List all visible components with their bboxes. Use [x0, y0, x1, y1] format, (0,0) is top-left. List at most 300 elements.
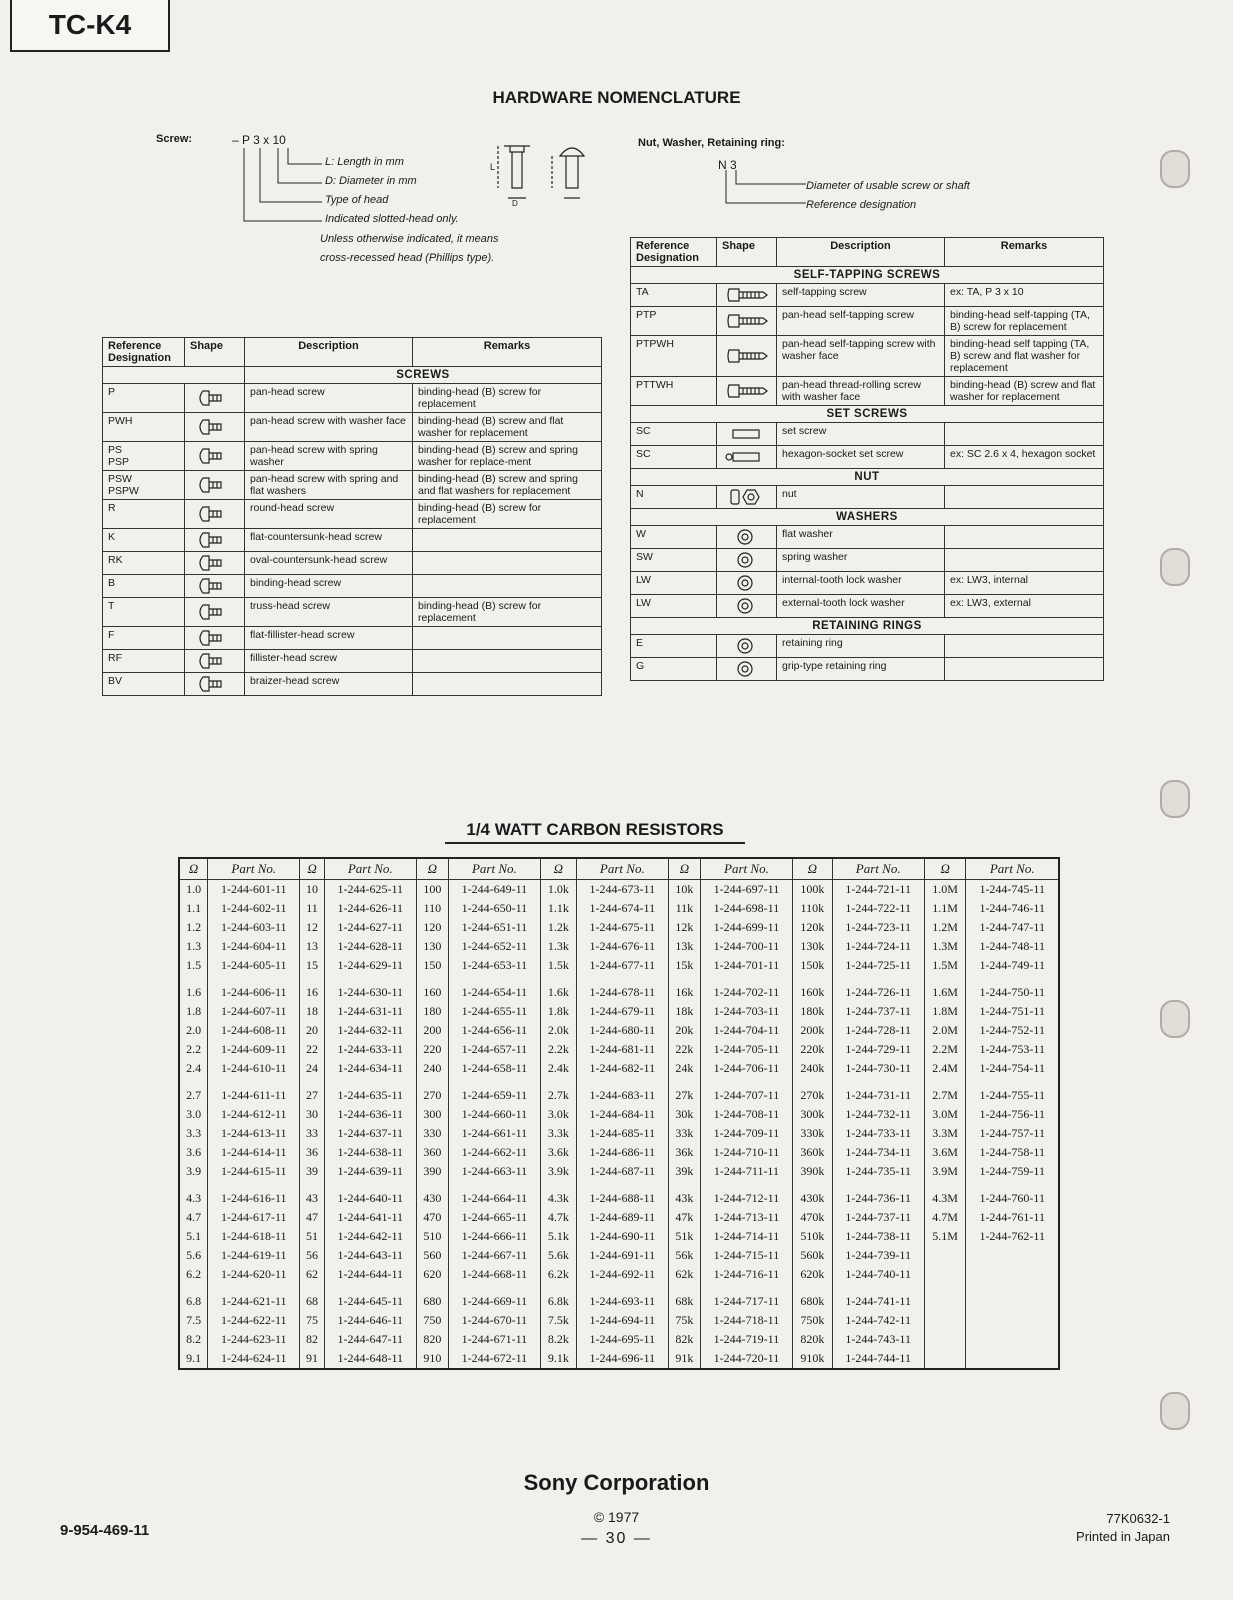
part-header: Part No.	[324, 858, 416, 880]
ref-cell: LW	[631, 595, 717, 618]
ohm-value: 1.8	[179, 1002, 208, 1021]
table-row	[103, 552, 602, 575]
part-number: 1-244-761-11	[966, 1208, 1059, 1227]
washer-face-screw-icon	[193, 418, 237, 436]
remarks-cell	[945, 423, 1104, 446]
desc-cell: grip-type retaining ring	[777, 658, 945, 681]
part-number: 1-244-635-11	[324, 1078, 416, 1105]
remarks-cell	[413, 529, 602, 552]
shape-cell	[185, 598, 245, 627]
ohm-value: 13k	[668, 937, 700, 956]
part-number: 1-244-757-11	[966, 1124, 1059, 1143]
part-number: 1-244-741-11	[832, 1284, 924, 1311]
col-ref: Reference Designation	[631, 238, 717, 267]
part-number: 1-244-681-11	[576, 1040, 668, 1059]
legend-diameter: D: Diameter in mm	[325, 175, 417, 187]
table-row	[631, 307, 1104, 336]
part-number: 1-244-672-11	[448, 1349, 540, 1369]
desc-cell: flat-countersunk-head screw	[245, 529, 413, 552]
part-number: 1-244-685-11	[576, 1124, 668, 1143]
ohm-value: 2.7k	[541, 1078, 577, 1105]
table-row	[179, 937, 1059, 956]
remarks-cell: binding-head (B) screw and flat washer for replacement	[945, 377, 1104, 406]
table-row	[103, 673, 602, 696]
part-number: 1-244-664-11	[448, 1181, 540, 1208]
part-number: 1-244-653-11	[448, 956, 540, 975]
desc-cell: set screw	[777, 423, 945, 446]
part-number: 1-244-622-11	[208, 1311, 300, 1330]
part-number: 1-244-695-11	[576, 1330, 668, 1349]
ohm-value: 16k	[668, 975, 700, 1002]
part-header: Part No.	[448, 858, 540, 880]
ohm-value: 160k	[793, 975, 832, 1002]
part-number: 1-244-659-11	[448, 1078, 540, 1105]
ohm-value: 4.7	[179, 1208, 208, 1227]
shape-cell	[185, 442, 245, 471]
remarks-cell: binding-head (B) screw and spring and flat washers for replacement	[413, 471, 602, 500]
ohm-value: 75k	[668, 1311, 700, 1330]
nut-legend-ref: Reference designation	[806, 199, 917, 211]
ohm-value: 820	[416, 1330, 448, 1349]
part-number: 1-244-711-11	[700, 1162, 792, 1181]
ohm-value: 6.8k	[541, 1284, 577, 1311]
shape-cell	[717, 549, 777, 572]
part-number: 1-244-649-11	[448, 880, 540, 900]
part-number: 1-244-608-11	[208, 1021, 300, 1040]
ohm-value: 300	[416, 1105, 448, 1124]
table-row	[103, 500, 602, 529]
part-number: 1-244-618-11	[208, 1227, 300, 1246]
part-number: 1-244-680-11	[576, 1021, 668, 1040]
part-number: 1-244-758-11	[966, 1143, 1059, 1162]
resistors-title: 1/4 WATT CARBON RESISTORS	[445, 820, 745, 844]
part-number: 1-244-628-11	[324, 937, 416, 956]
part-number: 1-244-679-11	[576, 1002, 668, 1021]
part-header: Part No.	[832, 858, 924, 880]
part-number: 1-244-744-11	[832, 1349, 924, 1369]
remarks-cell	[945, 486, 1104, 509]
ohm-value: 51	[300, 1227, 324, 1246]
ohm-value: 15k	[668, 956, 700, 975]
legend-slotted: Indicated slotted-head only.	[325, 213, 459, 225]
part-number: 1-244-619-11	[208, 1246, 300, 1265]
part-number: 1-244-604-11	[208, 937, 300, 956]
shape-cell	[185, 627, 245, 650]
ohm-value: 3.3k	[541, 1124, 577, 1143]
part-number: 1-244-709-11	[700, 1124, 792, 1143]
part-number: 1-244-708-11	[700, 1105, 792, 1124]
ohm-value: 5.1M	[924, 1227, 966, 1246]
table-row	[179, 1002, 1059, 1021]
ohm-value: 1.2	[179, 918, 208, 937]
part-number: 1-244-671-11	[448, 1330, 540, 1349]
table-row	[103, 627, 602, 650]
ref-cell: PTTWH	[631, 377, 717, 406]
part-number: 1-244-682-11	[576, 1059, 668, 1078]
part-number: 1-244-717-11	[700, 1284, 792, 1311]
nut-leader-lines-icon	[722, 170, 807, 210]
ohm-value: 200k	[793, 1021, 832, 1040]
ohm-value: 5.6k	[541, 1246, 577, 1265]
part-number: 1-244-641-11	[324, 1208, 416, 1227]
part-number: 1-244-676-11	[576, 937, 668, 956]
ohm-value: 4.3k	[541, 1181, 577, 1208]
copyright: © 1977	[593, 1509, 640, 1525]
ohm-value: 360	[416, 1143, 448, 1162]
ohm-value: 430	[416, 1181, 448, 1208]
ref-cell: P	[103, 384, 185, 413]
ohm-value: 15	[300, 956, 324, 975]
part-number: 1-244-738-11	[832, 1227, 924, 1246]
part-number: 1-244-627-11	[324, 918, 416, 937]
part-number: 1-244-675-11	[576, 918, 668, 937]
ohm-header: Ω	[300, 858, 324, 880]
ohm-value: 150	[416, 956, 448, 975]
ohm-value: 1.0	[179, 880, 208, 900]
ohm-value: 4.3M	[924, 1181, 966, 1208]
desc-cell: pan-head screw with spring and flat washers	[245, 471, 413, 500]
ohm-value: 620	[416, 1265, 448, 1284]
part-number: 1-244-669-11	[448, 1284, 540, 1311]
ohm-value: 200	[416, 1021, 448, 1040]
table-row	[179, 1078, 1059, 1105]
part-number: 1-244-700-11	[700, 937, 792, 956]
part-number: 1-244-755-11	[966, 1078, 1059, 1105]
desc-cell: pan-head self-tapping screw	[777, 307, 945, 336]
table-row	[179, 1284, 1059, 1311]
ohm-value	[924, 1246, 966, 1265]
shape-cell	[185, 529, 245, 552]
nut-legend-example: N 3	[718, 158, 737, 172]
desc-cell: pan-head screw with spring washer	[245, 442, 413, 471]
ohm-value: 4.7k	[541, 1208, 577, 1227]
ohm-value: 2.7M	[924, 1078, 966, 1105]
part-number: 1-244-697-11	[700, 880, 792, 900]
ohm-value: 2.4M	[924, 1059, 966, 1078]
part-number: 1-244-602-11	[208, 899, 300, 918]
part-number: 1-244-621-11	[208, 1284, 300, 1311]
ohm-value: 2.0k	[541, 1021, 577, 1040]
ohm-value: 39	[300, 1162, 324, 1181]
ohm-value: 4.3	[179, 1181, 208, 1208]
legend-type: Type of head	[325, 194, 389, 206]
part-number: 1-244-713-11	[700, 1208, 792, 1227]
oval-countersunk-screw-icon	[193, 554, 237, 572]
table-row	[179, 1227, 1059, 1246]
ohm-value: 12k	[668, 918, 700, 937]
shape-cell	[717, 377, 777, 406]
part-number: 1-244-722-11	[832, 899, 924, 918]
ohm-value: 2.4	[179, 1059, 208, 1078]
part-number: 1-244-631-11	[324, 1002, 416, 1021]
part-number: 1-244-660-11	[448, 1105, 540, 1124]
ohm-value: 120k	[793, 918, 832, 937]
ohm-value: 2.4k	[541, 1059, 577, 1078]
remarks-cell	[413, 650, 602, 673]
part-number: 1-244-736-11	[832, 1181, 924, 1208]
set-screw-icon	[725, 425, 769, 443]
part-number: 1-244-747-11	[966, 918, 1059, 937]
ohm-value: 1.0M	[924, 880, 966, 900]
internal-tooth-washer-icon	[725, 574, 769, 592]
part-number: 1-244-730-11	[832, 1059, 924, 1078]
desc-cell: nut	[777, 486, 945, 509]
ohm-value: 8.2	[179, 1330, 208, 1349]
ohm-value: 3.6M	[924, 1143, 966, 1162]
part-number: 1-244-647-11	[324, 1330, 416, 1349]
table-row	[179, 1105, 1059, 1124]
table-row	[179, 1265, 1059, 1284]
part-number: 1-244-667-11	[448, 1246, 540, 1265]
part-number: 1-244-745-11	[966, 880, 1059, 900]
table-row	[631, 486, 1104, 509]
ohm-value: 9.1	[179, 1349, 208, 1369]
ohm-value: 62	[300, 1265, 324, 1284]
ohm-value: 22k	[668, 1040, 700, 1059]
desc-cell: retaining ring	[777, 635, 945, 658]
remarks-cell: binding-head (B) screw for replacement	[413, 384, 602, 413]
part-number: 1-244-651-11	[448, 918, 540, 937]
resistors-table	[178, 857, 1060, 1370]
part-number: 1-244-749-11	[966, 956, 1059, 975]
ref-cell: BV	[103, 673, 185, 696]
desc-cell: internal-tooth lock washer	[777, 572, 945, 595]
spring-flat-washer-screw-icon	[193, 476, 237, 494]
ohm-header: Ω	[924, 858, 966, 880]
ohm-value: 2.2k	[541, 1040, 577, 1059]
ref-cell: PTP	[631, 307, 717, 336]
part-number: 1-244-617-11	[208, 1208, 300, 1227]
ohm-value: 18	[300, 1002, 324, 1021]
hex-socket-set-screw-icon	[725, 448, 769, 466]
section-header: SELF-TAPPING SCREWS	[631, 267, 1104, 284]
part-number: 1-244-663-11	[448, 1162, 540, 1181]
ohm-value: 240	[416, 1059, 448, 1078]
part-number: 1-244-656-11	[448, 1021, 540, 1040]
ohm-value: 1.6	[179, 975, 208, 1002]
ohm-value: 620k	[793, 1265, 832, 1284]
remarks-cell: ex: TA, P 3 x 10	[945, 284, 1104, 307]
shape-cell	[185, 650, 245, 673]
part-number: 1-244-652-11	[448, 937, 540, 956]
ohm-value: 240k	[793, 1059, 832, 1078]
ohm-value: 510k	[793, 1227, 832, 1246]
ohm-value: 110k	[793, 899, 832, 918]
ohm-value: 220k	[793, 1040, 832, 1059]
ohm-value: 20k	[668, 1021, 700, 1040]
part-number: 1-244-640-11	[324, 1181, 416, 1208]
ohm-value: 82k	[668, 1330, 700, 1349]
part-number: 1-244-719-11	[700, 1330, 792, 1349]
desc-cell: flat-fillister-head screw	[245, 627, 413, 650]
ref-cell: PS PSP	[103, 442, 185, 471]
table-row	[631, 336, 1104, 377]
screw-legend-label: Screw:	[156, 133, 193, 145]
self-tapping-screw-icon	[725, 286, 769, 304]
ref-cell: SC	[631, 423, 717, 446]
part-number: 1-244-688-11	[576, 1181, 668, 1208]
remarks-cell: binding-head (B) screw and flat washer for replacement	[413, 413, 602, 442]
nut-legend-label: Nut, Washer, Retaining ring:	[638, 137, 785, 149]
desc-cell: pan-head thread-rolling screw with washer face	[777, 377, 945, 406]
ohm-header: Ω	[668, 858, 700, 880]
section-header: NUT	[631, 469, 1104, 486]
part-header: Part No.	[576, 858, 668, 880]
ohm-value: 36	[300, 1143, 324, 1162]
part-number: 1-244-630-11	[324, 975, 416, 1002]
shape-cell	[717, 635, 777, 658]
binder-hole	[1160, 780, 1190, 818]
spring-washer-screw-icon	[193, 447, 237, 465]
ohm-header: Ω	[416, 858, 448, 880]
shape-cell	[185, 575, 245, 598]
shape-cell	[717, 526, 777, 549]
shape-cell	[185, 552, 245, 575]
ohm-value: 5.6	[179, 1246, 208, 1265]
table-row	[631, 549, 1104, 572]
ohm-value: 6.2	[179, 1265, 208, 1284]
ref-cell: TA	[631, 284, 717, 307]
part-number: 1-244-726-11	[832, 975, 924, 1002]
table-row	[179, 1021, 1059, 1040]
desc-cell: external-tooth lock washer	[777, 595, 945, 618]
binder-hole	[1160, 1000, 1190, 1038]
ohm-value: 680k	[793, 1284, 832, 1311]
binder-hole	[1160, 548, 1190, 586]
section-header: WASHERS	[631, 509, 1104, 526]
part-number: 1-244-693-11	[576, 1284, 668, 1311]
table-row	[179, 880, 1059, 900]
ohm-value: 1.3M	[924, 937, 966, 956]
ohm-value: 47k	[668, 1208, 700, 1227]
ohm-value: 18k	[668, 1002, 700, 1021]
part-number: 1-244-703-11	[700, 1002, 792, 1021]
ohm-value: 3.0k	[541, 1105, 577, 1124]
desc-cell: pan-head screw	[245, 384, 413, 413]
part-number: 1-244-737-11	[832, 1208, 924, 1227]
part-header: Part No.	[966, 858, 1059, 880]
ohm-value: 560	[416, 1246, 448, 1265]
part-number: 1-244-752-11	[966, 1021, 1059, 1040]
part-number: 1-244-658-11	[448, 1059, 540, 1078]
ohm-value: 43k	[668, 1181, 700, 1208]
part-number: 1-244-712-11	[700, 1181, 792, 1208]
ohm-value: 1.5k	[541, 956, 577, 975]
ohm-value: 2.7	[179, 1078, 208, 1105]
ohm-value: 160	[416, 975, 448, 1002]
table-row	[179, 975, 1059, 1002]
remarks-cell: ex: LW3, internal	[945, 572, 1104, 595]
ohm-value: 360k	[793, 1143, 832, 1162]
ohm-value: 30k	[668, 1105, 700, 1124]
shape-cell	[185, 384, 245, 413]
ohm-value: 1.2M	[924, 918, 966, 937]
part-number: 1-244-613-11	[208, 1124, 300, 1143]
nut-legend-diameter: Diameter of usable screw or shaft	[806, 180, 970, 192]
legend-leader-lines-icon	[236, 146, 326, 226]
ohm-value: 24k	[668, 1059, 700, 1078]
shape-cell	[717, 307, 777, 336]
ohm-value: 1.1	[179, 899, 208, 918]
part-number: 1-244-625-11	[324, 880, 416, 900]
part-number: 1-244-644-11	[324, 1265, 416, 1284]
desc-cell: spring washer	[777, 549, 945, 572]
table-row	[103, 471, 602, 500]
table-row	[179, 1143, 1059, 1162]
ohm-value: 56	[300, 1246, 324, 1265]
ohm-value: 33k	[668, 1124, 700, 1143]
ohm-value	[924, 1265, 966, 1284]
ohm-value: 3.9M	[924, 1162, 966, 1181]
ohm-value: 47	[300, 1208, 324, 1227]
ohm-value: 56k	[668, 1246, 700, 1265]
ref-cell: SW	[631, 549, 717, 572]
ohm-value: 3.0	[179, 1105, 208, 1124]
ohm-value: 7.5k	[541, 1311, 577, 1330]
ohm-value: 130k	[793, 937, 832, 956]
shape-cell	[717, 336, 777, 377]
part-number: 1-244-735-11	[832, 1162, 924, 1181]
ohm-value: 110	[416, 899, 448, 918]
table-row	[631, 446, 1104, 469]
table-row	[179, 1124, 1059, 1143]
desc-cell: fillister-head screw	[245, 650, 413, 673]
fillister-screw-icon	[193, 652, 237, 670]
part-number: 1-244-642-11	[324, 1227, 416, 1246]
ohm-value: 1.8k	[541, 1002, 577, 1021]
screw-legend-example: – P 3 x 10	[232, 133, 286, 147]
part-number: 1-244-637-11	[324, 1124, 416, 1143]
part-number: 1-244-615-11	[208, 1162, 300, 1181]
ohm-value: 20	[300, 1021, 324, 1040]
ohm-value: 9.1k	[541, 1349, 577, 1369]
ref-cell: PWH	[103, 413, 185, 442]
ref-cell: G	[631, 658, 717, 681]
part-number: 1-244-748-11	[966, 937, 1059, 956]
ohm-value: 470k	[793, 1208, 832, 1227]
desc-cell: pan-head self-tapping screw with washer face	[777, 336, 945, 377]
part-header: Part No.	[700, 858, 792, 880]
section-header: SET SCREWS	[631, 406, 1104, 423]
part-number: 1-244-701-11	[700, 956, 792, 975]
ohm-value: 33	[300, 1124, 324, 1143]
ohm-value: 270	[416, 1078, 448, 1105]
desc-cell: braizer-head screw	[245, 673, 413, 696]
ohm-value: 8.2k	[541, 1330, 577, 1349]
part-number: 1-244-724-11	[832, 937, 924, 956]
ohm-value: 24	[300, 1059, 324, 1078]
desc-cell: pan-head screw with washer face	[245, 413, 413, 442]
part-number: 1-244-750-11	[966, 975, 1059, 1002]
part-number: 1-244-643-11	[324, 1246, 416, 1265]
ohm-value: 180k	[793, 1002, 832, 1021]
ohm-value: 120	[416, 918, 448, 937]
ohm-value: 2.0	[179, 1021, 208, 1040]
ohm-value	[924, 1311, 966, 1330]
ohm-value: 43	[300, 1181, 324, 1208]
external-tooth-washer-icon	[725, 597, 769, 615]
ohm-value	[924, 1284, 966, 1311]
table-row	[179, 1162, 1059, 1181]
ohm-value: 3.3M	[924, 1124, 966, 1143]
legend-note-2: cross-recessed head (Phillips type).	[320, 252, 495, 264]
part-number: 1-244-683-11	[576, 1078, 668, 1105]
part-number: 1-244-728-11	[832, 1021, 924, 1040]
nut-icon	[725, 488, 769, 506]
ohm-value: 13	[300, 937, 324, 956]
part-number: 1-244-639-11	[324, 1162, 416, 1181]
part-number: 1-244-654-11	[448, 975, 540, 1002]
